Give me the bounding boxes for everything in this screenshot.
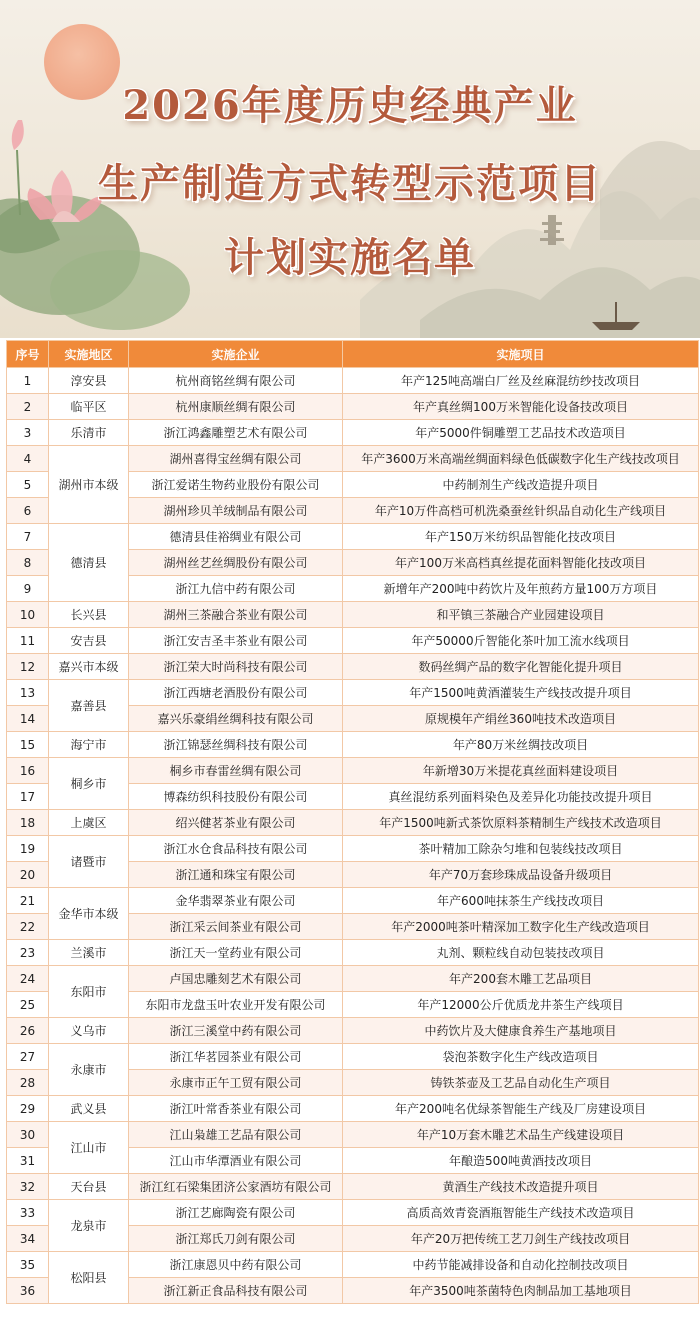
cell-no: 2	[7, 394, 49, 420]
cell-project: 年产10万件高档可机洗桑蚕丝针织品自动化生产线项目	[343, 498, 699, 524]
cell-no: 11	[7, 628, 49, 654]
cell-company: 绍兴健茗茶业有限公司	[129, 810, 343, 836]
cell-no: 13	[7, 680, 49, 706]
table-row	[7, 836, 699, 862]
cell-project: 新增年产200吨中药饮片及年煎药方量100万方项目	[343, 576, 699, 602]
cell-company: 浙江叶常香茶业有限公司	[129, 1096, 343, 1122]
table-row	[7, 1200, 699, 1226]
cell-company: 江山枭雄工艺品有限公司	[129, 1122, 343, 1148]
cell-project: 真丝混纺系列面料染色及差异化功能技改提升项目	[343, 784, 699, 810]
cell-region: 江山市	[49, 1122, 129, 1174]
cell-company: 浙江郑氏刀剑有限公司	[129, 1226, 343, 1252]
cell-project: 年新增30万米提花真丝面料建设项目	[343, 758, 699, 784]
cell-region: 长兴县	[49, 602, 129, 628]
table-row	[7, 758, 699, 784]
cell-project: 原规模年产绢丝360吨技术改造项目	[343, 706, 699, 732]
cell-company: 浙江九信中药有限公司	[129, 576, 343, 602]
cell-company: 嘉兴乐豪绢丝绸科技有限公司	[129, 706, 343, 732]
table-row	[7, 1174, 699, 1200]
table-header-row	[7, 341, 699, 368]
cell-no: 21	[7, 888, 49, 914]
table-row	[7, 732, 699, 758]
cell-no: 24	[7, 966, 49, 992]
cell-company: 博森纺织科技股份有限公司	[129, 784, 343, 810]
header-company: 实施企业	[129, 341, 343, 368]
table-row	[7, 1252, 699, 1278]
title-line-3: 计划实施名单	[224, 234, 476, 281]
cell-no: 34	[7, 1226, 49, 1252]
cell-company: 东阳市龙盘玉叶农业开发有限公司	[129, 992, 343, 1018]
table-row	[7, 394, 699, 420]
cell-company: 浙江水仓食品科技有限公司	[129, 836, 343, 862]
table-row	[7, 680, 699, 706]
cell-company: 浙江荣大时尚科技有限公司	[129, 654, 343, 680]
cell-project: 年产真丝绸100万米智能化设备技改项目	[343, 394, 699, 420]
cell-region: 龙泉市	[49, 1200, 129, 1252]
cell-company: 杭州康顺丝绸有限公司	[129, 394, 343, 420]
cell-project: 年产100万米高档真丝提花面料智能化技改项目	[343, 550, 699, 576]
cell-company: 江山市华潭酒业有限公司	[129, 1148, 343, 1174]
table-row	[7, 1018, 699, 1044]
cell-no: 20	[7, 862, 49, 888]
table-body	[7, 368, 699, 1304]
cell-region: 安吉县	[49, 628, 129, 654]
cell-region: 兰溪市	[49, 940, 129, 966]
cell-project: 年产150万米纺织品智能化技改项目	[343, 524, 699, 550]
cell-company: 湖州丝艺丝绸股份有限公司	[129, 550, 343, 576]
table-row	[7, 1044, 699, 1070]
header-region: 实施地区	[49, 341, 129, 368]
cell-region: 永康市	[49, 1044, 129, 1096]
cell-region: 天台县	[49, 1174, 129, 1200]
table-row	[7, 368, 699, 394]
cell-no: 18	[7, 810, 49, 836]
cell-company: 德清县佳裕绸业有限公司	[129, 524, 343, 550]
cell-project: 丸剂、颗粒线自动包装技改项目	[343, 940, 699, 966]
cell-no: 36	[7, 1278, 49, 1304]
cell-company: 浙江艺廊陶瓷有限公司	[129, 1200, 343, 1226]
cell-project: 年产80万米丝绸技改项目	[343, 732, 699, 758]
cell-project: 年产70万套珍珠成品设备升级项目	[343, 862, 699, 888]
cell-region: 义乌市	[49, 1018, 129, 1044]
table-row	[7, 524, 699, 550]
cell-project: 铸铁茶壶及工艺品自动化生产项目	[343, 1070, 699, 1096]
cell-no: 26	[7, 1018, 49, 1044]
cell-company: 浙江爱诺生物药业股份有限公司	[129, 472, 343, 498]
title-line-1: 2026年度历史经典产业	[122, 82, 578, 129]
cell-project: 袋泡茶数字化生产线改造项目	[343, 1044, 699, 1070]
table-row	[7, 654, 699, 680]
title-line-2: 生产制造方式转型示范项目	[98, 160, 602, 207]
cell-no: 32	[7, 1174, 49, 1200]
cell-no: 30	[7, 1122, 49, 1148]
cell-company: 浙江华茗园茶业有限公司	[129, 1044, 343, 1070]
table-row	[7, 810, 699, 836]
cell-no: 7	[7, 524, 49, 550]
cell-project: 年产200套木雕工艺品项目	[343, 966, 699, 992]
cell-no: 16	[7, 758, 49, 784]
cell-company: 浙江锦瑟丝绸科技有限公司	[129, 732, 343, 758]
cell-company: 浙江采云间茶业有限公司	[129, 914, 343, 940]
cell-project: 年酿造500吨黄酒技改项目	[343, 1148, 699, 1174]
cell-no: 1	[7, 368, 49, 394]
cell-project: 年产1500吨黄酒灌装生产线技改提升项目	[343, 680, 699, 706]
cell-region: 嘉兴市本级	[49, 654, 129, 680]
cell-no: 29	[7, 1096, 49, 1122]
cell-project: 年产1500吨新式茶饮原料茶精制生产线技术改造项目	[343, 810, 699, 836]
cell-project: 年产200吨名优绿茶智能生产线及厂房建设项目	[343, 1096, 699, 1122]
cell-no: 3	[7, 420, 49, 446]
cell-company: 湖州三茶融合茶业有限公司	[129, 602, 343, 628]
cell-no: 12	[7, 654, 49, 680]
cell-project: 中药饮片及大健康食养生产基地项目	[343, 1018, 699, 1044]
cell-company: 浙江天一堂药业有限公司	[129, 940, 343, 966]
cell-company: 湖州喜得宝丝绸有限公司	[129, 446, 343, 472]
cell-project: 年产3500吨茶菌特色肉制品加工基地项目	[343, 1278, 699, 1304]
cell-project: 年产600吨抹茶生产线技改项目	[343, 888, 699, 914]
cell-project: 年产12000公斤优质龙井茶生产线项目	[343, 992, 699, 1018]
cell-project: 数码丝绸产品的数字化智能化提升项目	[343, 654, 699, 680]
cell-no: 17	[7, 784, 49, 810]
cell-region: 乐清市	[49, 420, 129, 446]
project-table	[6, 340, 699, 1304]
cell-no: 9	[7, 576, 49, 602]
cell-company: 永康市正午工贸有限公司	[129, 1070, 343, 1096]
cell-project: 高质高效青瓷酒瓶智能生产线技术改造项目	[343, 1200, 699, 1226]
cell-project: 年产20万把传统工艺刀剑生产线技改项目	[343, 1226, 699, 1252]
table-row	[7, 940, 699, 966]
header-no: 序号	[7, 341, 49, 368]
cell-project: 和平镇三茶融合产业园建设项目	[343, 602, 699, 628]
cell-no: 25	[7, 992, 49, 1018]
cell-no: 10	[7, 602, 49, 628]
cell-company: 浙江西塘老酒股份有限公司	[129, 680, 343, 706]
cell-region: 上虞区	[49, 810, 129, 836]
cell-region: 海宁市	[49, 732, 129, 758]
cell-region: 淳安县	[49, 368, 129, 394]
cell-no: 27	[7, 1044, 49, 1070]
cell-no: 28	[7, 1070, 49, 1096]
table-row	[7, 1096, 699, 1122]
table-row	[7, 628, 699, 654]
cell-company: 浙江安吉圣丰茶业有限公司	[129, 628, 343, 654]
cell-no: 14	[7, 706, 49, 732]
cell-no: 22	[7, 914, 49, 940]
cell-company: 湖州珍贝羊绒制品有限公司	[129, 498, 343, 524]
cell-company: 浙江红石梁集团济公家酒坊有限公司	[129, 1174, 343, 1200]
cell-region: 临平区	[49, 394, 129, 420]
cell-no: 31	[7, 1148, 49, 1174]
cell-region: 湖州市本级	[49, 446, 129, 524]
cell-project: 年产10万套木雕艺术品生产线建设项目	[343, 1122, 699, 1148]
cell-no: 5	[7, 472, 49, 498]
header-project: 实施项目	[343, 341, 699, 368]
cell-company: 浙江通和珠宝有限公司	[129, 862, 343, 888]
cell-project: 年产3600万米高端丝绸面料绿色低碳数字化生产线技改项目	[343, 446, 699, 472]
cell-no: 33	[7, 1200, 49, 1226]
cell-company: 浙江三溪堂中药有限公司	[129, 1018, 343, 1044]
cell-region: 诸暨市	[49, 836, 129, 888]
cell-no: 19	[7, 836, 49, 862]
cell-no: 4	[7, 446, 49, 472]
cell-company: 桐乡市春雷丝绸有限公司	[129, 758, 343, 784]
cell-no: 15	[7, 732, 49, 758]
table-row	[7, 446, 699, 472]
cell-region: 嘉善县	[49, 680, 129, 732]
cell-project: 年产50000斤智能化茶叶加工流水线项目	[343, 628, 699, 654]
cell-project: 中药节能减排设备和自动化控制技改项目	[343, 1252, 699, 1278]
cell-no: 35	[7, 1252, 49, 1278]
cell-project: 年产2000吨茶叶精深加工数字化生产线改造项目	[343, 914, 699, 940]
cell-region: 松阳县	[49, 1252, 129, 1304]
table-row	[7, 602, 699, 628]
table-row	[7, 966, 699, 992]
cell-no: 6	[7, 498, 49, 524]
table-row	[7, 888, 699, 914]
title-banner	[0, 0, 700, 338]
cell-project: 年产125吨高端白厂丝及丝麻混纺纱技改项目	[343, 368, 699, 394]
cell-no: 23	[7, 940, 49, 966]
table-row	[7, 1122, 699, 1148]
cell-region: 桐乡市	[49, 758, 129, 810]
table-row	[7, 420, 699, 446]
cell-no: 8	[7, 550, 49, 576]
cell-region: 金华市本级	[49, 888, 129, 940]
cell-project: 茶叶精加工除杂匀堆和包装线技改项目	[343, 836, 699, 862]
cell-region: 德清县	[49, 524, 129, 602]
cell-project: 中药制剂生产线改造提升项目	[343, 472, 699, 498]
cell-region: 武义县	[49, 1096, 129, 1122]
cell-project: 年产5000件铜雕塑工艺品技术改造项目	[343, 420, 699, 446]
cell-company: 卢国忠雕刻艺术有限公司	[129, 966, 343, 992]
cell-company: 金华翡翠茶业有限公司	[129, 888, 343, 914]
cell-company: 浙江鸿鑫雕塑艺术有限公司	[129, 420, 343, 446]
cell-region: 东阳市	[49, 966, 129, 1018]
cell-company: 浙江新正食品科技有限公司	[129, 1278, 343, 1304]
cell-project: 黄酒生产线技术改造提升项目	[343, 1174, 699, 1200]
cell-company: 浙江康恩贝中药有限公司	[129, 1252, 343, 1278]
cell-company: 杭州商铭丝绸有限公司	[129, 368, 343, 394]
